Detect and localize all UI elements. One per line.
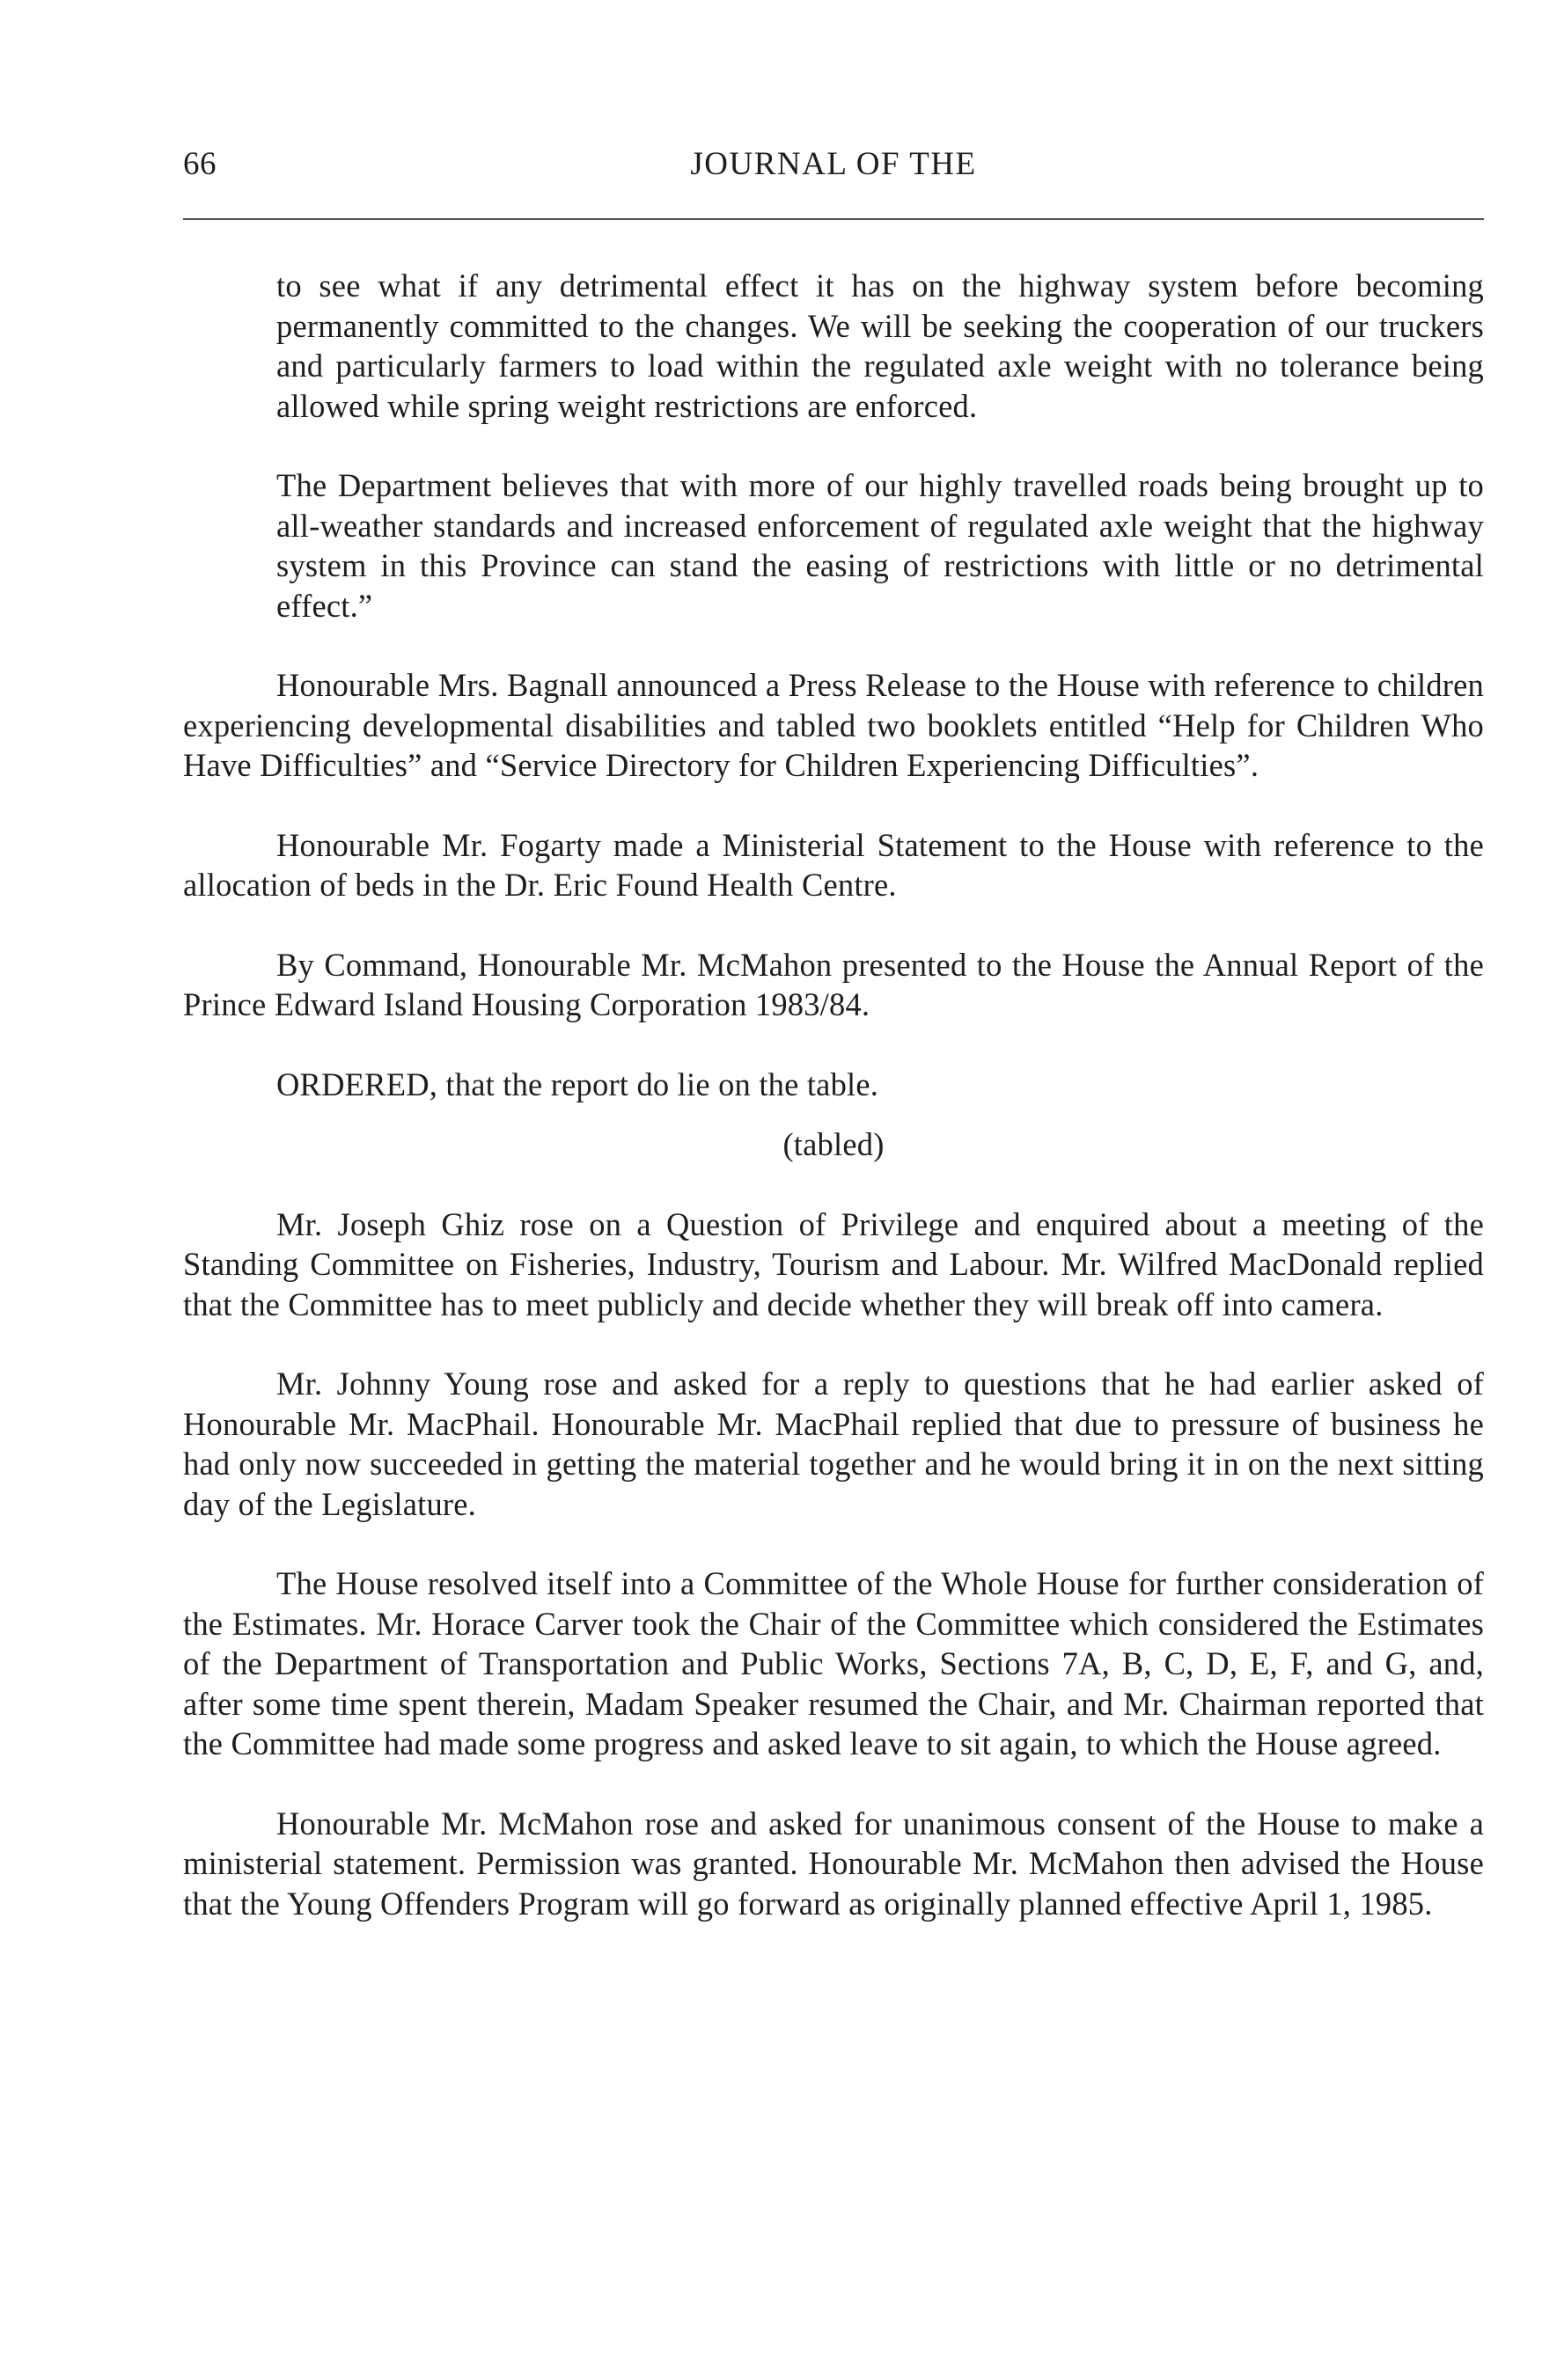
quoted-paragraph-continued: to see what if any detrimental effect it has on the highway system before becoming permanently committed to the changes. We will be seeking the cooperation of our truckers and particularly farmers to load within the regulated axle weight with no tolerance being allowed while spring weight restrictions are enforced. — [276, 267, 1484, 424]
paragraph-ghiz-privilege: Mr. Joseph Ghiz rose on a Question of Privilege and enquired about a meeting of the Standing Committee on Fisheries, Industry, Tourism and Labour. Mr. Wilfred MacDonald replied that the Committee has to meet publicly and decide whether they will break off into camera. — [183, 1205, 1484, 1322]
paragraph-ordered: ORDERED, that the report do lie on the table. — [276, 1066, 879, 1102]
running-head: JOURNAL OF THE — [690, 146, 977, 182]
paragraph-committee-whole: The House resolved itself into a Committee of the Whole House for further consideration of the Estimates. Mr. Horace Carver took the Chair of the Committee which considered the Estimates of the Department of Transportation and Public Works, Sections 7A, B, C, D, E, F, and G, and, after some time spent therein, Madam Speaker resumed the Chair, and Mr. Chairman reported that the Committee had made some progress and asked leave to sit again, to which the House agreed. — [183, 1565, 1484, 1761]
header-rule — [183, 218, 1484, 220]
paragraph-mcmahon-report: By Command, Honourable Mr. McMahon presented to the House the Annual Report of the Prince Edward Island Housing Corporation 1983/84. — [183, 946, 1484, 1022]
paragraph-fogarty-statement: Honourable Mr. Fogarty made a Ministerial Statement to the House with reference to the allocation of beds in the Dr. Eric Found Health Centre. — [183, 826, 1484, 903]
journal-body — [183, 266, 1484, 1963]
tabled-note: (tabled) — [782, 1126, 885, 1162]
quoted-paragraph-department: The Department believes that with more of our highly travelled roads being brought up to all-weather standards and increased enforcement of regulated axle weight that the highway system in this Province can stand the easing of restrictions with little or no detrimental effect.” — [276, 467, 1484, 624]
paragraph-mcmahon-statement: Honourable Mr. McMahon rose and asked for unanimous consent of the House to make a ministerial statement. Permission was granted. Honourable Mr. McMahon then advised the House that the Young Offenders Program will go forward as originally planned effective April 1, 1985. — [183, 1805, 1484, 1922]
page-number: 66 — [183, 146, 217, 182]
paragraph-young-questions: Mr. Johnny Young rose and asked for a reply to questions that he had earlier asked of Honourable Mr. MacPhail. Honourable Mr. MacPhail replied that due to pressure of business he had only now succeeded in getting the material together and he would bring it in on the next sitting day of the Legislature. — [183, 1366, 1484, 1522]
page-header — [183, 145, 1484, 198]
paragraph-bagnall-press-release: Honourable Mrs. Bagnall announced a Press Release to the House with reference to children experiencing developmental disabilities and tabled two booklets entitled “Help for Children Who Have Difficulties” and “Service Directory for Children Experiencing Difficulties”. — [183, 667, 1484, 783]
